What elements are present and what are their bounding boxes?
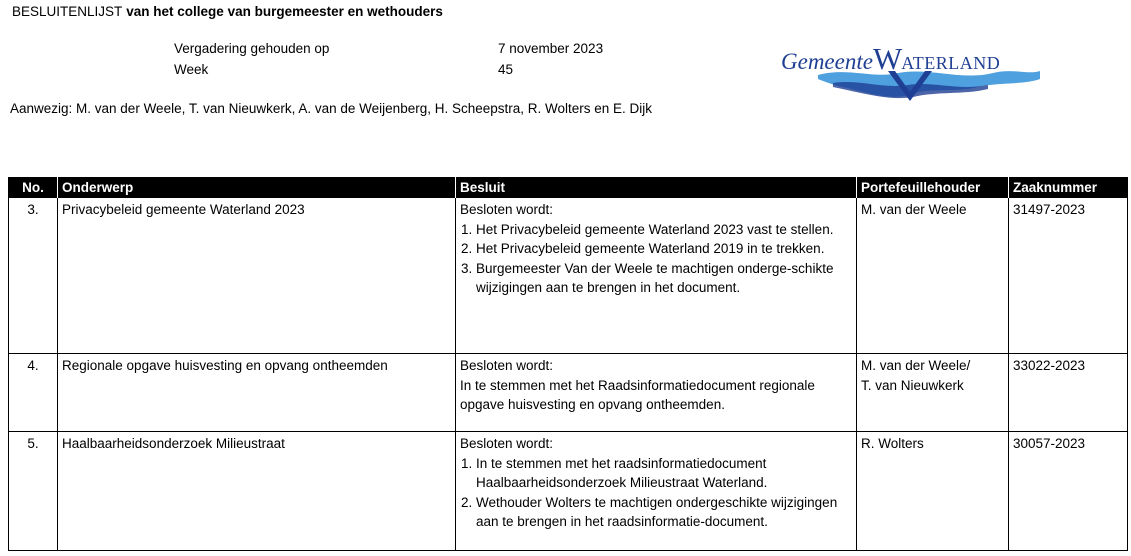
holder-line: M. van der Weele <box>861 202 967 217</box>
gemeente-waterland-logo <box>778 35 1043 105</box>
holder-line: R. Wolters <box>861 436 924 451</box>
row-case-number: 33022-2023 <box>1009 354 1128 432</box>
column-header-decision: Besluit <box>456 177 857 198</box>
row-number: 5. <box>9 432 58 551</box>
row-decision <box>456 354 857 432</box>
logo-text-aterland: ATERLAND <box>901 53 1001 73</box>
row-subject: Haalbaarheidsonderzoek Milieustraat <box>58 432 456 551</box>
holder-line: T. van Nieuwkerk <box>861 377 964 393</box>
holder-line: M. van der Weele/ <box>861 358 971 373</box>
column-header-subject: Onderwerp <box>58 177 456 198</box>
decision-item: 1. In te stemmen met het raadsinformatiedocument Haalbaarheidsonderzoek Milieustraat Waterland. <box>476 454 852 493</box>
document-title <box>12 4 443 19</box>
title-prefix: BESLUITENLIJST <box>12 4 123 19</box>
week-value: 45 <box>498 62 514 77</box>
column-header-case-number: Zaaknummer <box>1009 177 1128 198</box>
decision-item: 1. Het Privacybeleid gemeente Waterland 2023 vast te stellen. <box>476 220 852 240</box>
logo-text-gemeente: Gemeente <box>781 49 873 74</box>
attendees-line: Aanwezig: M. van der Weele, T. van Nieuwkerk, A. van de Weijenberg, H. Scheepstra, R. Wolters en E. Dijk <box>10 101 653 116</box>
logo-wordmark <box>781 41 1000 77</box>
decision-intro: Besloten wordt: <box>460 358 554 373</box>
row-holder <box>857 432 1009 551</box>
decision-list <box>460 454 852 532</box>
column-header-no: No. <box>9 177 58 198</box>
row-decision <box>456 432 857 551</box>
row-subject: Privacybeleid gemeente Waterland 2023 <box>58 198 456 354</box>
decision-list <box>460 220 852 298</box>
decision-text: In te stemmen met het Raadsinformatiedocument regionale opgave huisvesting en opvang ontheemden. <box>460 377 815 412</box>
row-number: 4. <box>9 354 58 432</box>
row-case-number: 31497-2023 <box>1009 198 1128 354</box>
table-header-row <box>9 177 1128 198</box>
week-label: Week <box>174 62 209 77</box>
decision-item: 2. Het Privacybeleid gemeente Waterland 2019 in te trekken. <box>476 239 852 259</box>
row-holder <box>857 198 1009 354</box>
logo-text-w: W <box>872 41 902 76</box>
decisions-table <box>8 177 1128 551</box>
decision-intro: Besloten wordt: <box>460 202 554 217</box>
table-row <box>9 198 1128 354</box>
decision-item: 3. Burgemeester Van der Weele te machtigen onderge-schikte wijzigingen aan te brengen in het document. <box>476 259 852 298</box>
row-case-number: 30057-2023 <box>1009 432 1128 551</box>
decision-item: 2. Wethouder Wolters te machtigen ondergeschikte wijzigingen aan te brengen in het raadsinformatie-document. <box>476 493 852 532</box>
table-row <box>9 432 1128 551</box>
row-number: 3. <box>9 198 58 354</box>
meeting-label: Vergadering gehouden op <box>174 41 330 56</box>
row-decision <box>456 198 857 354</box>
title-bold: van het college van burgemeester en wethouders <box>126 4 443 19</box>
table-row <box>9 354 1128 432</box>
decision-intro: Besloten wordt: <box>460 436 554 451</box>
meeting-date: 7 november 2023 <box>498 41 604 56</box>
column-header-holder: Portefeuillehouder <box>857 177 1009 198</box>
row-subject: Regionale opgave huisvesting en opvang ontheemden <box>58 354 456 432</box>
row-holder <box>857 354 1009 432</box>
